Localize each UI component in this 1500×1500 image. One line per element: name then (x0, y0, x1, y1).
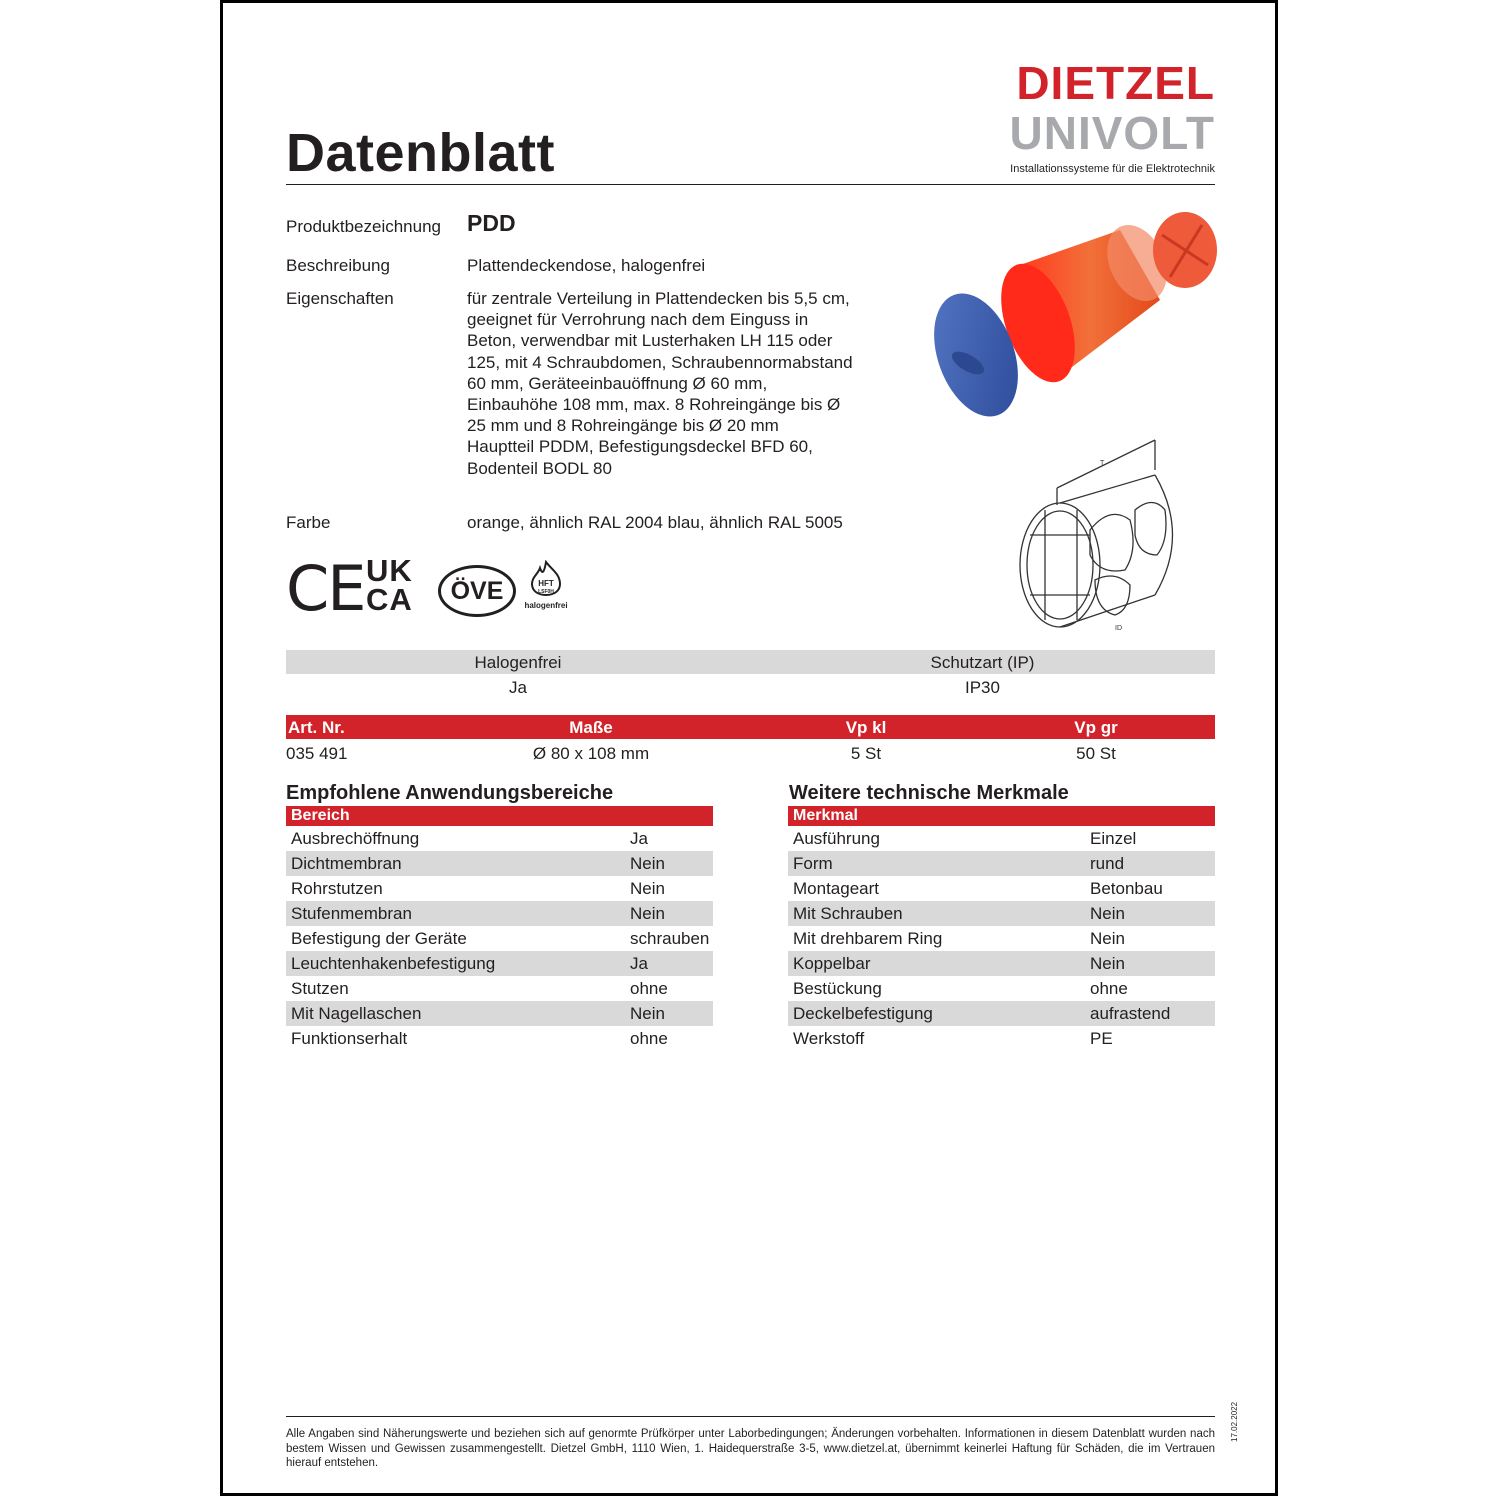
applications-row-value: Nein (630, 1004, 665, 1023)
applications-title: Empfohlene Anwendungsbereiche (286, 782, 614, 804)
features-title: Weitere technische Merkmale (789, 782, 1069, 804)
applications-row-value: Nein (630, 854, 665, 873)
applications-header: Bereich (286, 806, 713, 826)
description-label: Beschreibung (286, 256, 390, 275)
props-table-row (286, 675, 1215, 699)
applications-row (286, 901, 713, 926)
article-table-row (286, 741, 1215, 765)
features-row-value: Einzel (1090, 829, 1137, 848)
features-row (788, 901, 1215, 926)
features-row-value: Nein (1090, 904, 1125, 923)
features-row-key: Deckelbefestigung (793, 1004, 933, 1023)
description-value: Plattendeckendose, halogenfrei (467, 256, 706, 275)
features-row-key: Ausführung (793, 829, 880, 848)
features-row-value: Nein (1090, 929, 1125, 948)
product-photo (930, 205, 1230, 430)
ove-mark: ÖVE (438, 565, 516, 617)
props-header-halogen: Halogenfrei (474, 653, 562, 672)
article-dims: Ø 80 x 108 mm (532, 744, 650, 763)
color-label: Farbe (286, 513, 331, 532)
applications-row (286, 976, 713, 1001)
features-row (788, 976, 1215, 1001)
footer-disclaimer: Alle Angaben sind Näherungswerte und beziehen sich auf genormte Prüfkörper unter Laborbedingungen; Änderungen vorbehalten. Informationen in diesem Datenblatt wurden nach bestem Wissen und Gewissen zusammengestellt. Dietzel GmbH, 1110 Wien, 1. Haidequerstraße 3-5, www.dietzel.at, übernimmt keinerlei Haftung für Schäden, die im Vertrauen hierauf entstehen. (286, 1428, 1215, 1470)
article-nr: 035 491 (286, 744, 348, 763)
applications-row-key: Rohrstutzen (291, 879, 383, 898)
product-name-label: Produktbezeichnung (286, 217, 442, 236)
drawing-front-ring (1020, 503, 1100, 627)
halogen-free-mark (522, 560, 570, 610)
features-row-value: PE (1090, 1029, 1113, 1048)
article-vpgr: 50 St (1076, 744, 1116, 763)
features-row (788, 926, 1215, 951)
hft-text: HFT (538, 579, 554, 588)
features-row (788, 951, 1215, 976)
applications-row (286, 1001, 713, 1026)
features-row (788, 1001, 1215, 1026)
applications-row (286, 851, 713, 876)
article-table-header (286, 715, 1215, 739)
drawing-label-t: T (1100, 460, 1105, 467)
drawing-label-id: ID (1115, 625, 1122, 632)
applications-row-value: Ja (630, 954, 648, 973)
lsf-text: LSF0H (538, 589, 554, 595)
features-row (788, 876, 1215, 901)
footer-rule (286, 1416, 1215, 1417)
ukca-mark (366, 553, 413, 617)
props-value-halogen: Ja (509, 678, 527, 697)
applications-row-value: schrauben (630, 929, 710, 948)
features-row-key: Werkstoff (793, 1029, 865, 1048)
drawing-cross-struts (1030, 510, 1090, 620)
applications-row-value: Nein (630, 879, 665, 898)
features-row-value: Nein (1090, 954, 1125, 973)
features-list (788, 806, 1215, 1051)
properties-label: Eigenschaften (286, 289, 394, 308)
applications-row-key: Leuchtenhakenbefestigung (291, 954, 496, 973)
features-row-value: rund (1090, 854, 1125, 873)
features-row-value: Betonbau (1090, 879, 1163, 898)
applications-row (286, 951, 713, 976)
features-row-value: ohne (1090, 979, 1128, 998)
flame-icon (526, 560, 566, 596)
features-row-value: aufrastend (1090, 1004, 1171, 1023)
features-row-key: Mit drehbarem Ring (793, 929, 943, 948)
features-header: Merkmal (788, 806, 1215, 826)
applications-row (286, 826, 713, 851)
features-row (788, 826, 1215, 851)
article-header-nr: Art. Nr. (288, 718, 345, 737)
features-row-key: Bestückung (793, 979, 882, 998)
header-rule (286, 184, 1215, 185)
logo-univolt: UNIVOLT (1009, 107, 1215, 159)
applications-row-value: Nein (630, 904, 665, 923)
drawing-inner-ring (1027, 511, 1093, 619)
applications-row-value: ohne (630, 1029, 668, 1048)
features-row-key: Mit Schrauben (793, 904, 903, 923)
applications-row (286, 1026, 713, 1051)
props-value-ip: IP30 (965, 678, 1000, 697)
document-date: 17.02.2022 (1230, 1401, 1239, 1442)
applications-row-key: Dichtmembran (291, 854, 402, 873)
article-header-dims: Maße (569, 718, 613, 737)
applications-row-value: ohne (630, 979, 668, 998)
applications-row-key: Ausbrechöffnung (291, 829, 420, 848)
ce-mark: CE (286, 552, 365, 625)
ukca-uk: UK (366, 553, 413, 588)
applications-row-key: Stufenmembran (291, 904, 412, 923)
applications-list (286, 806, 713, 1051)
halogen-free-text: halogenfrei (524, 601, 568, 610)
applications-row-key: Stutzen (291, 979, 349, 998)
technical-drawing (1005, 430, 1205, 635)
applications-row-value: Ja (630, 829, 648, 848)
applications-row-key: Befestigung der Geräte (291, 929, 467, 948)
applications-row-key: Mit Nagellaschen (291, 1004, 422, 1023)
logo-tagline: Installationssysteme für die Elektrotechnik (1010, 163, 1215, 175)
color-value: orange, ähnlich RAL 2004 blau, ähnlich RAL 5005 (467, 513, 843, 532)
features-row-key: Koppelbar (793, 954, 871, 973)
props-header-ip: Schutzart (IP) (930, 653, 1035, 672)
features-row-key: Form (793, 854, 833, 873)
article-header-vpkl: Vp kl (845, 718, 887, 737)
article-vpkl: 5 St (850, 744, 882, 763)
drawing-knockouts (1090, 503, 1166, 616)
props-table-header (286, 650, 1215, 674)
product-name: PDD (467, 210, 516, 236)
properties-value: für zentrale Verteilung in Plattendecken bis 5,5 cm, geeignet für Verrohrung nach dem Einguss in Beton, verwendbar mit Lusterhaken LH 115 oder 125, mit 4 Schraubdomen, Schraubennormabstand 60 mm, Geräteeinbauöffnung Ø 60 mm, Einbauhöhe 108 mm, max. 8 Rohreingänge bis Ø 25 mm und 8 Rohreingänge bis Ø 20 mm Hauptteil PDDM, Befestigungsdeckel BFD 60, Bodenteil BODL 80 (467, 289, 853, 478)
features-row (788, 1026, 1215, 1051)
logo-dietzel: DIETZEL (1016, 57, 1215, 109)
features-row (788, 851, 1215, 876)
ukca-ca: CA (366, 582, 413, 617)
applications-row-key: Funktionserhalt (291, 1029, 408, 1048)
drawing-dimension-lines (1057, 440, 1155, 505)
applications-row (286, 926, 713, 951)
features-row-key: Montageart (793, 879, 879, 898)
applications-row (286, 876, 713, 901)
article-header-vpgr: Vp gr (1074, 718, 1118, 737)
page-title: Datenblatt (286, 123, 556, 183)
